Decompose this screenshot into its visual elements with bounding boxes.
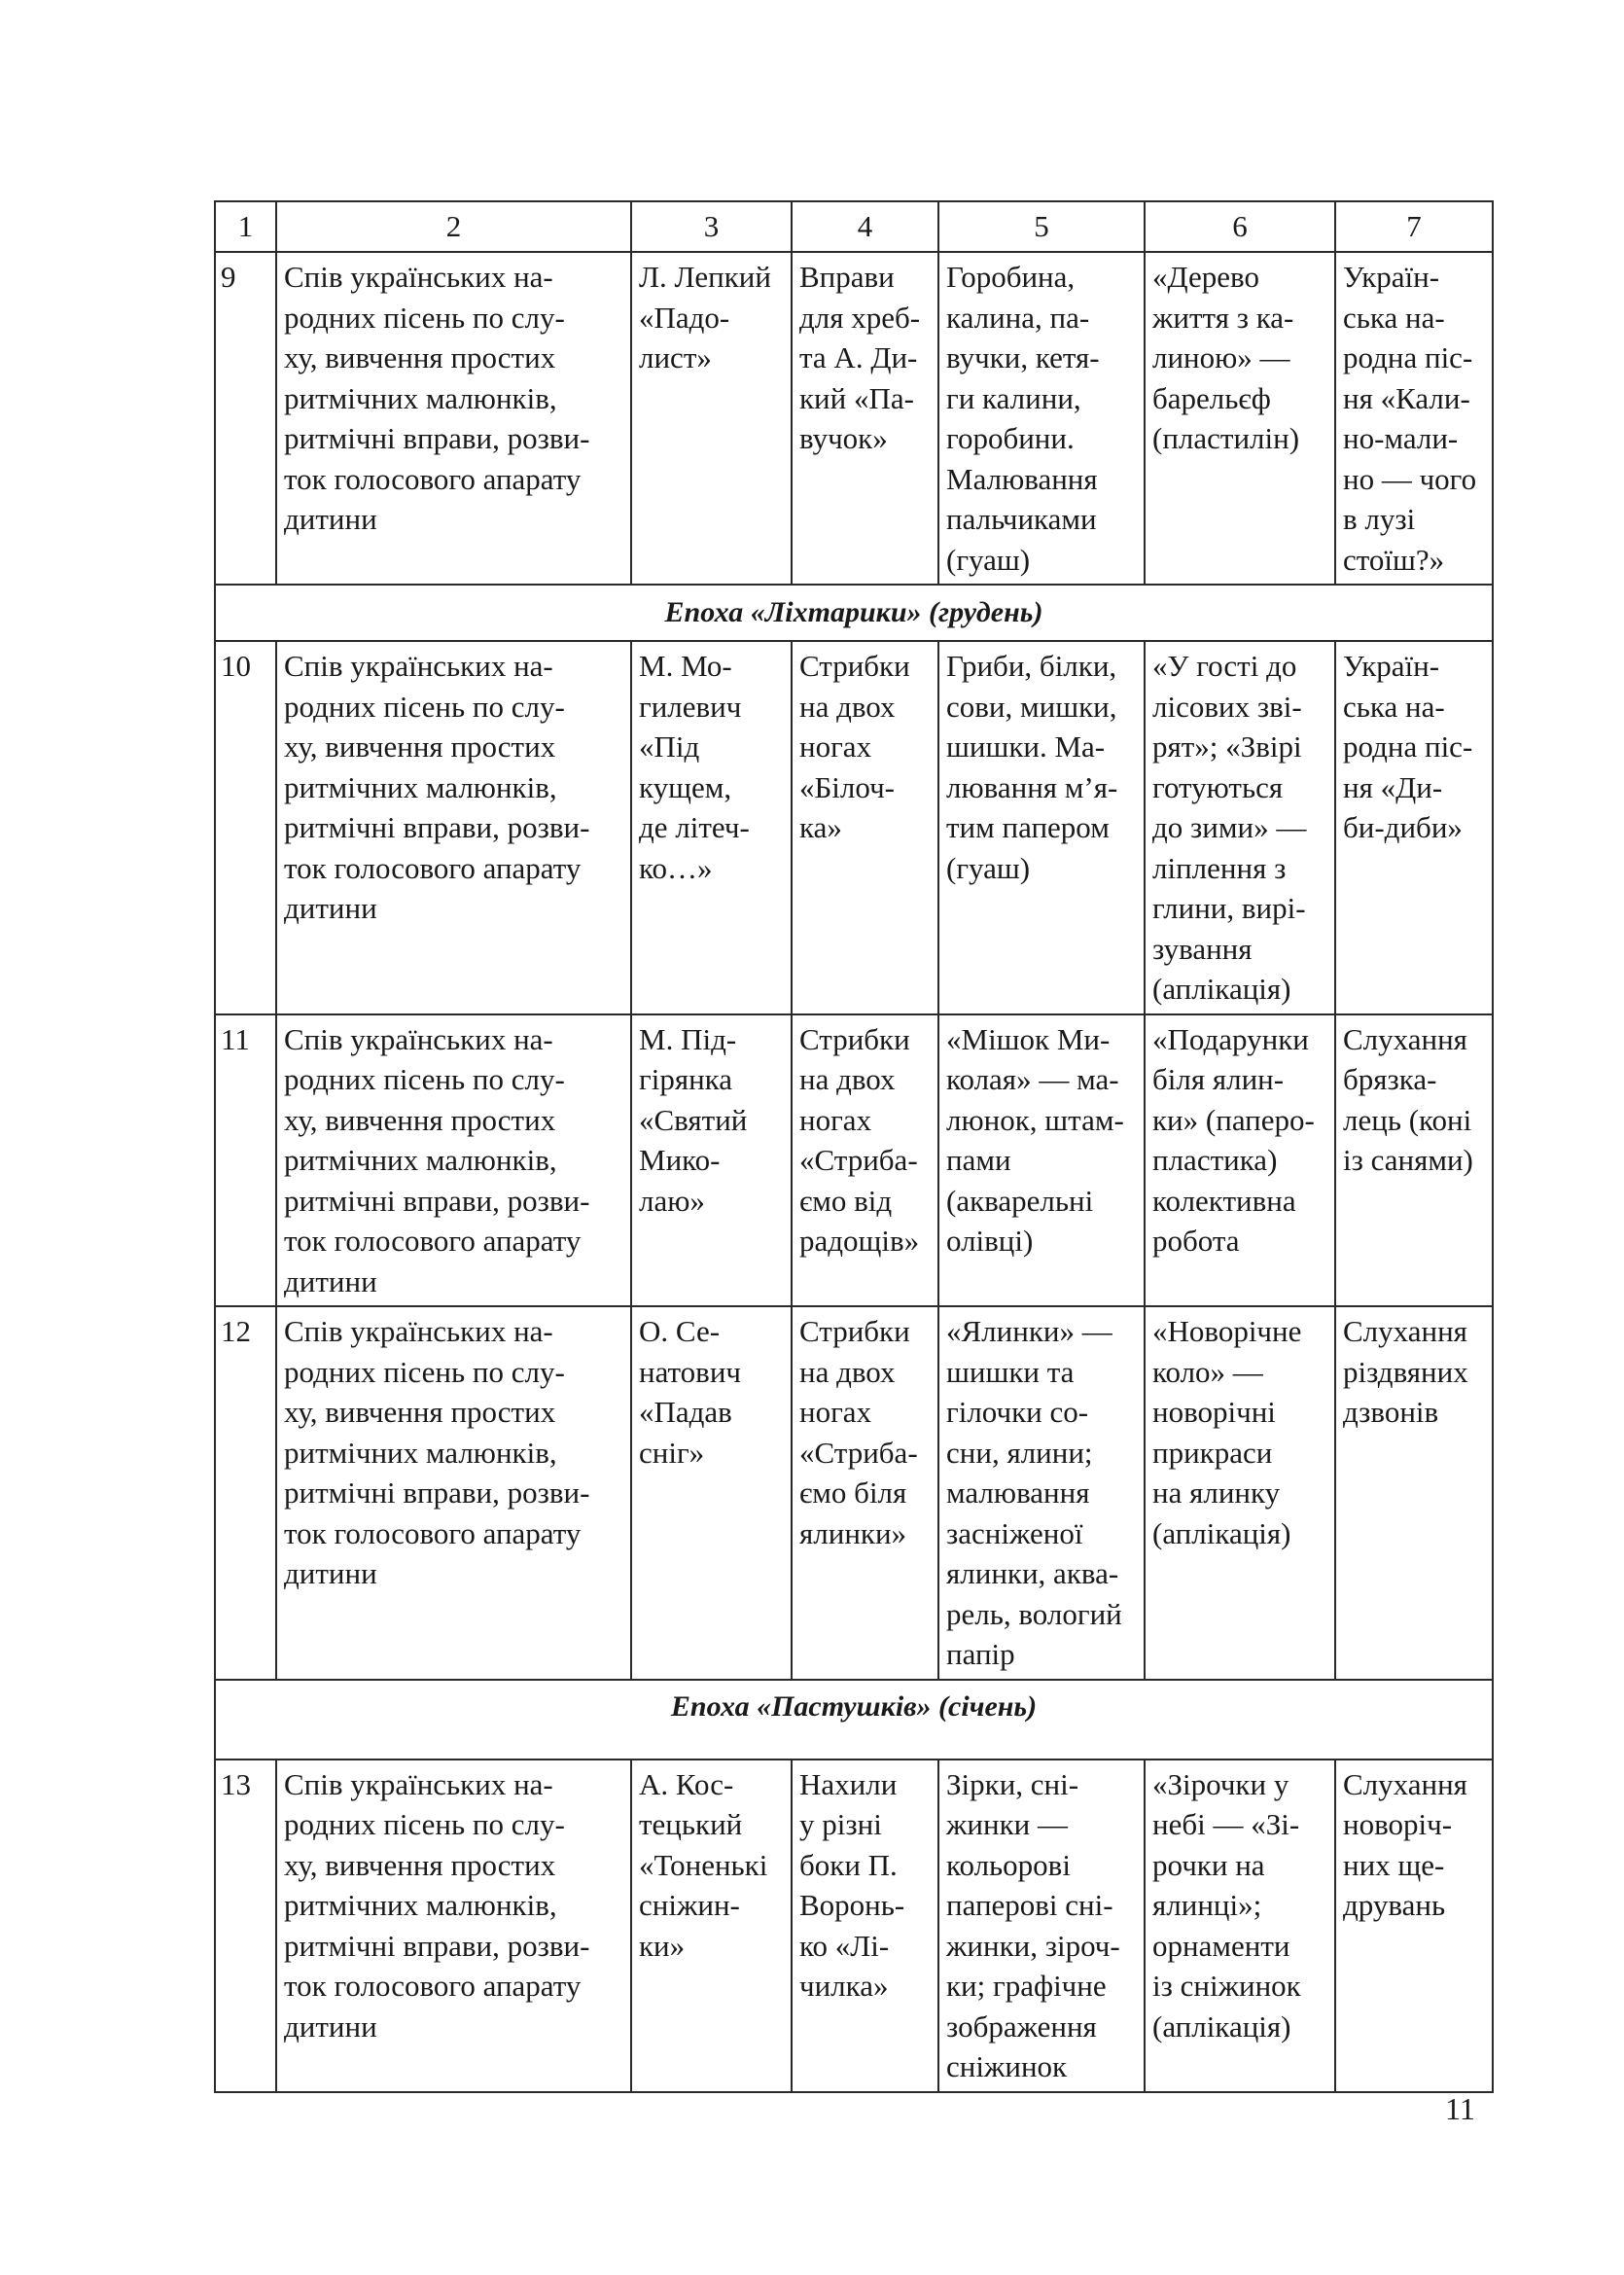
epoch-title: Епоха «Пастушків» (січень) [215,1680,1493,1760]
table-row [215,1306,1493,1680]
drawing-cell: Гриби, білки, сови, мишки, шишки. Ма- лювання м’я- тим папером (гуаш) [938,641,1145,1014]
header-cell: 4 [792,201,938,252]
music-cell: Слухання різдвяних дзвонів [1335,1306,1493,1680]
exercise-cell: Вправи для хреб- та А. Ди- кий «Па- вучок» [792,252,938,585]
drawing-cell: Зірки, сні- жинки — кольорові паперові сні- жинки, зіроч- ки; графічне зображення сніжинок [938,1760,1145,2092]
poem-cell: А. Кос- тецький «Тоненькі сніжин- ки» [631,1760,792,2092]
header-cell: 2 [276,201,631,252]
table-row [215,1014,1493,1307]
craft-cell: «У гості до лісових зві- рят»; «Звірі готуються до зими» — ліплення з глини, вирі- зування (аплікація) [1145,641,1335,1014]
header-cell: 1 [215,201,276,252]
epoch-title: Епоха «Ліхтарики» (грудень) [215,585,1493,641]
table-header-row [215,201,1493,252]
poem-cell: О. Се- натович «Падав сніг» [631,1306,792,1680]
activity-cell: Спів українських на- родних пісень по слу- ху, вивчення простих ритмічних малюнків, ритмічні вправи, розви- ток голосового апарату дитини [276,1306,631,1680]
row-number: 11 [215,1014,276,1307]
music-cell: Слухання брязка- лець (коні із санями) [1335,1014,1493,1307]
craft-cell: «Подарунки біля ялин- ки» (паперо- пластика) колективна робота [1145,1014,1335,1307]
page-number: 11 [1445,2091,1475,2126]
craft-cell: «Дерево життя з ка- линою» — барельєф (пластилін) [1145,252,1335,585]
exercise-cell: Нахили у різні боки П. Воронь- ко «Лі- чилка» [792,1760,938,2092]
music-cell: Слухання новоріч- них ще- друвань [1335,1760,1493,2092]
poem-cell: Л. Лепкий «Падо- лист» [631,252,792,585]
drawing-cell: Горобина, калина, па- вучки, кетя- ги калини, горобини. Малювання пальчиками (гуаш) [938,252,1145,585]
drawing-cell: «Ялинки» — шишки та гілочки со- сни, ялини; малювання засніженої ялинки, аква- рель, вологий папір [938,1306,1145,1680]
music-cell: Україн- ська на- родна піс- ня «Ди- би-диби» [1335,641,1493,1014]
activity-cell: Спів українських на- родних пісень по слу- ху, вивчення простих ритмічних малюнків, ритмічні вправи, розви- ток голосового апарату дитини [276,641,631,1014]
epoch-row [215,1680,1493,1760]
row-number: 12 [215,1306,276,1680]
poem-cell: М. Під- гірянка «Святий Мико- лаю» [631,1014,792,1307]
craft-cell: «Зірочки у небі — «Зі- рочки на ялинці»; орнаменти із сніжинок (аплікація) [1145,1760,1335,2092]
music-cell: Україн- ська на- родна піс- ня «Кали- но-мали- но — чого в лузі стоїш?» [1335,252,1493,585]
header-cell: 5 [938,201,1145,252]
exercise-cell: Стрибки на двох ногах «Стриба- ємо біля ялинки» [792,1306,938,1680]
exercise-cell: Стрибки на двох ногах «Білоч- ка» [792,641,938,1014]
table-row [215,641,1493,1014]
header-cell: 6 [1145,201,1335,252]
activity-cell: Спів українських на- родних пісень по слу- ху, вивчення простих ритмічних малюнків, ритмічні вправи, розви- ток голосового апарату дитини [276,252,631,585]
header-cell: 7 [1335,201,1493,252]
craft-cell: «Новорічне коло» — новорічні прикраси на ялинку (аплікація) [1145,1306,1335,1680]
row-number: 13 [215,1760,276,2092]
activity-cell: Спів українських на- родних пісень по слу- ху, вивчення простих ритмічних малюнків, ритмічні вправи, розви- ток голосового апарату дитини [276,1760,631,2092]
row-number: 10 [215,641,276,1014]
table-row [215,252,1493,585]
epoch-row [215,585,1493,641]
row-number: 9 [215,252,276,585]
exercise-cell: Стрибки на двох ногах «Стриба- ємо від радощів» [792,1014,938,1307]
drawing-cell: «Мішок Ми- колая» — ма- люнок, штам- пами (акварельні олівці) [938,1014,1145,1307]
header-cell: 3 [631,201,792,252]
poem-cell: М. Мо- гилевич «Під кущем, де літеч- ко…» [631,641,792,1014]
activity-cell: Спів українських на- родних пісень по слу- ху, вивчення простих ритмічних малюнків, ритмічні вправи, розви- ток голосового апарату дитини [276,1014,631,1307]
lesson-plan-table [214,200,1494,2093]
table-row [215,1760,1493,2092]
